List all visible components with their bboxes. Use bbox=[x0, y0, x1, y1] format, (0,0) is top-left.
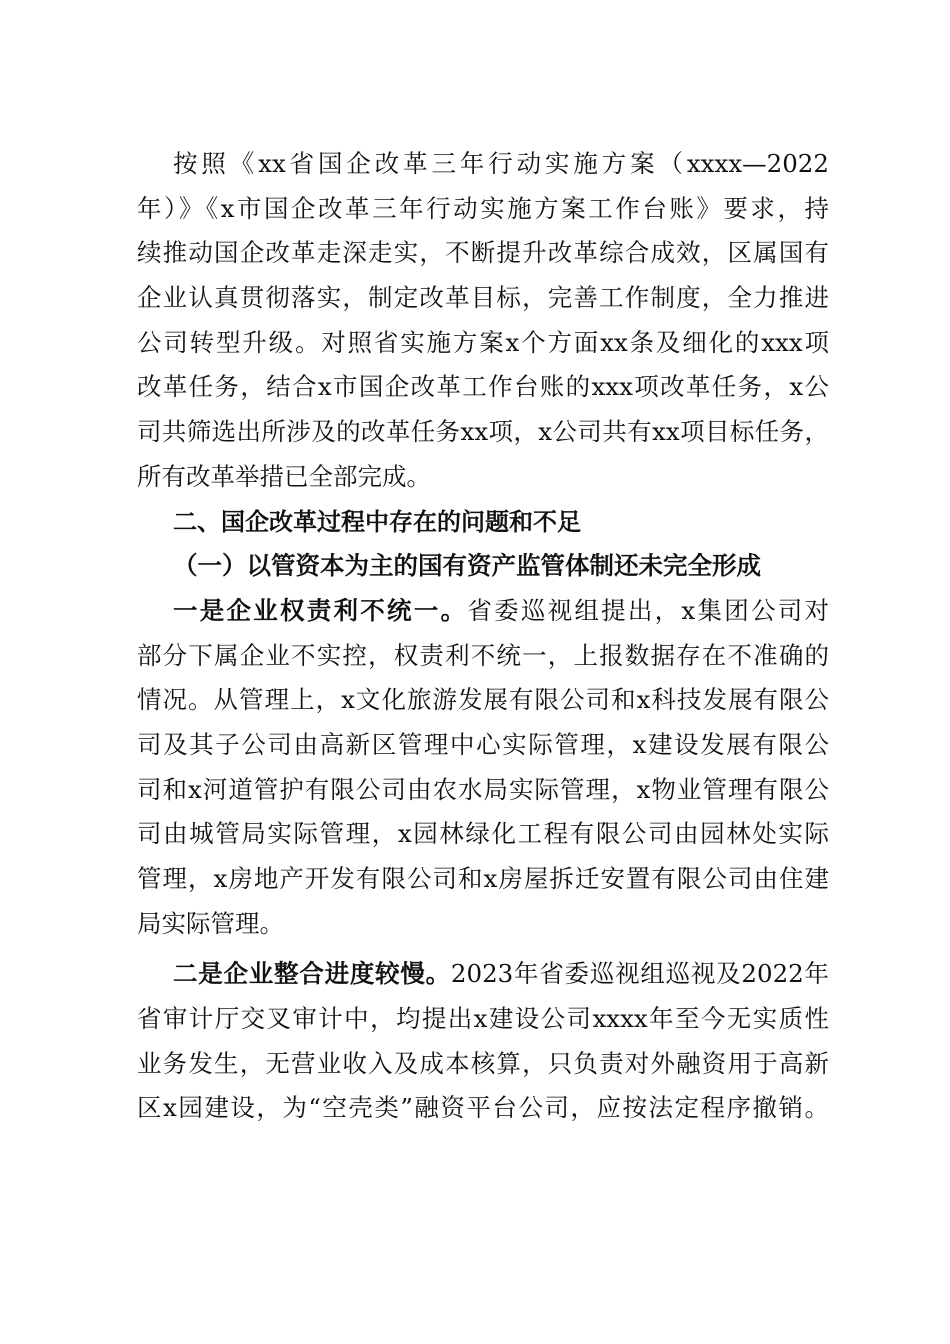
paragraph-line: 业务发生，无营业收入及成本核算，只负责对外融资用于高新 bbox=[137, 1048, 829, 1078]
paragraph-line: 司及其子公司由高新区管理中心实际管理，x建设发展有限公 bbox=[137, 729, 829, 759]
paragraph-line bbox=[137, 952, 829, 997]
paragraph-line: 改革任务，结合x市国企改革工作台账的xxx项改革任务，x公 bbox=[137, 372, 829, 402]
paragraph-line: 司和x河道管护有限公司由农水局实际管理，x物业管理有限公 bbox=[137, 774, 829, 804]
paragraph-lead: 二是企业整合进度较慢。 bbox=[173, 959, 451, 989]
paragraph-issue-two bbox=[137, 952, 829, 1131]
section-subheading: （一）以管资本为主的国有资产监管体制还未完全形成 bbox=[173, 551, 761, 581]
paragraph-line: 按照《xx省国企改革三年行动实施方案（xxxx—2022 bbox=[173, 149, 829, 178]
paragraph-line-text: 2023年省委巡视组巡视及2022年 bbox=[450, 959, 830, 989]
paragraph-line: 省审计厅交叉审计中，均提出x建设公司xxxx年至今无实质性 bbox=[137, 1004, 829, 1034]
paragraph-line: 部分下属企业不实控，权责利不统一，上报数据存在不准确的 bbox=[137, 640, 829, 670]
document-body bbox=[137, 142, 829, 1131]
paragraph-line: 年）》《x市国企改革三年行动实施方案工作台账》要求，持 bbox=[137, 193, 829, 223]
paragraph-line: 所有改革举措已全部完成。 bbox=[137, 461, 431, 491]
paragraph-line: 区x园建设，为“空壳类”融资平台公司，应按法定程序撤销。 bbox=[137, 1093, 829, 1123]
paragraph-line bbox=[137, 589, 829, 634]
paragraph-line: 续推动国企改革走深走实，不断提升改革综合成效，区属国有 bbox=[137, 238, 829, 268]
paragraph-line: 企业认真贯彻落实，制定改革目标，完善工作制度，全力推进 bbox=[137, 283, 829, 313]
paragraph-line: 司由城管局实际管理，x园林绿化工程有限公司由园林处实际 bbox=[137, 819, 829, 849]
paragraph-line: 司共筛选出所涉及的改革任务xx项，x公司共有xx项目标任务， bbox=[137, 417, 829, 447]
paragraph-line: 公司转型升级。对照省实施方案x个方面xx条及细化的xxx项 bbox=[137, 327, 829, 357]
paragraph-line: 局实际管理。 bbox=[137, 908, 284, 938]
paragraph-line: 情况。从管理上，x文化旅游发展有限公司和x科技发展有限公 bbox=[137, 685, 829, 715]
paragraph-line: 管理，x房地产开发有限公司和x房屋拆迁安置有限公司由住建 bbox=[137, 864, 829, 893]
paragraph-issue-one bbox=[137, 589, 829, 947]
section-heading: 二、国企改革过程中存在的问题和不足 bbox=[173, 507, 581, 536]
paragraph-line-text: 省委巡视组提出，x集团公司对 bbox=[467, 595, 829, 625]
paragraph-intro bbox=[137, 142, 829, 500]
paragraph-lead: 一是企业权责利不统一。 bbox=[173, 595, 468, 625]
